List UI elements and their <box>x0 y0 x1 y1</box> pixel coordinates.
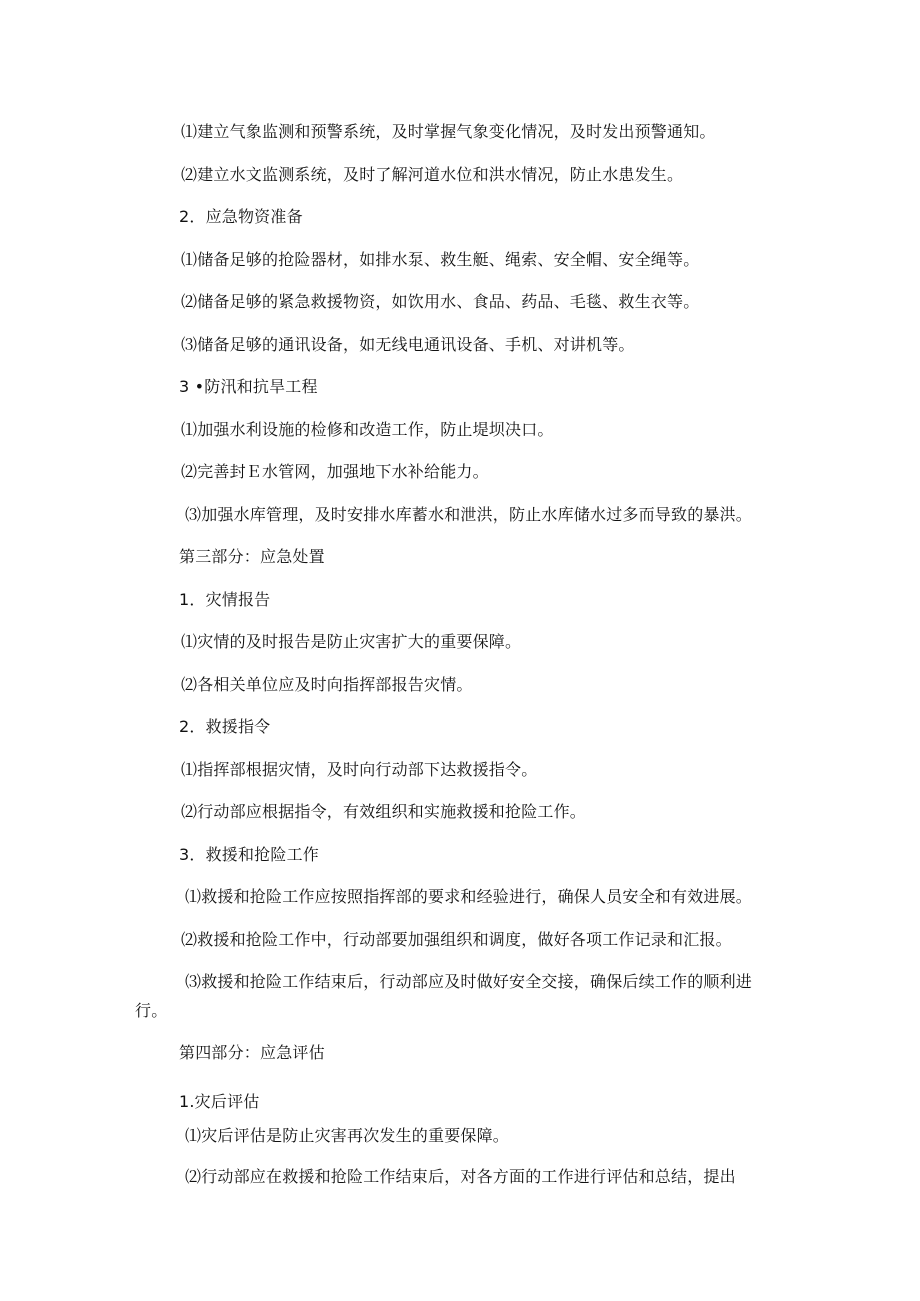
list-item-hydrology-monitoring: ⑵建立水文监测系统，及时了解河道水位和洪水情况，防止水患发生。 <box>181 165 684 184</box>
list-item-command-orders: ⑴指挥部根据灾情，及时向行动部下达救援指令。 <box>181 760 538 779</box>
list-item-water-network: ⑵完善封Ｅ水管网，加强地下水补给能力。 <box>181 462 489 481</box>
section-heading-rescue-orders: 2．救援指令 <box>179 717 271 736</box>
list-item-weather-monitoring: ⑴建立气象监测和预警系统，及时掌握气象变化情况，及时发出预警通知。 <box>181 122 716 141</box>
part-heading-emergency-response: 第三部分：应急处置 <box>179 547 325 566</box>
list-item-rescue-handover: ⑶救援和抢险工作结束后，行动部应及时做好安全交接，确保后续工作的顺利进 <box>185 972 753 991</box>
list-item-rescue-equipment: ⑴储备足够的抢险器材，如排水泵、救生艇、绳索、安全帽、安全绳等。 <box>181 250 700 269</box>
list-item-action-department: ⑵行动部应根据指令，有效组织和实施救援和抢险工作。 <box>181 802 587 821</box>
list-item-rescue-coordination: ⑵救援和抢险工作中，行动部要加强组织和调度，做好各项工作记录和汇报。 <box>181 930 732 949</box>
list-item-communication-equipment: ⑶储备足够的通讯设备，如无线电通讯设备、手机、对讲机等。 <box>181 335 635 354</box>
section-heading-rescue-work: 3．救援和抢险工作 <box>179 845 319 864</box>
section-heading-flood-drought-works: 3 •防汛和抗旱工程 <box>179 377 318 396</box>
list-item-assessment-summary: ⑵行动部应在救援和抢险工作结束后，对各方面的工作进行评估和总结，提出 <box>185 1167 736 1186</box>
section-heading-post-disaster-assessment: 1.灾后评估 <box>179 1092 260 1111</box>
list-item-timely-reporting: ⑴灾情的及时报告是防止灾害扩大的重要保障。 <box>181 632 522 651</box>
section-heading-emergency-supplies: 2．应急物资准备 <box>179 207 303 226</box>
list-item-relief-supplies: ⑵储备足够的紧急救援物资，如饮用水、食品、药品、毛毯、救生衣等。 <box>181 292 700 311</box>
part-heading-emergency-assessment: 第四部分：应急评估 <box>179 1043 325 1062</box>
list-item-rescue-handover-continued: 行。 <box>135 1001 168 1020</box>
list-item-assessment-importance: ⑴灾后评估是防止灾害再次发生的重要保障。 <box>185 1126 510 1145</box>
list-item-units-report: ⑵各相关单位应及时向指挥部报告灾情。 <box>181 675 473 694</box>
list-item-water-facilities: ⑴加强水利设施的检修和改造工作，防止堤坝决口。 <box>181 420 554 439</box>
section-heading-disaster-report: 1．灾情报告 <box>179 590 271 609</box>
list-item-reservoir-management: ⑶加强水库管理，及时安排水库蓄水和泄洪，防止水库储水过多而导致的暴洪。 <box>185 505 753 524</box>
list-item-rescue-requirements: ⑴救援和抢险工作应按照指挥部的要求和经验进行，确保人员安全和有效进展。 <box>185 887 753 906</box>
